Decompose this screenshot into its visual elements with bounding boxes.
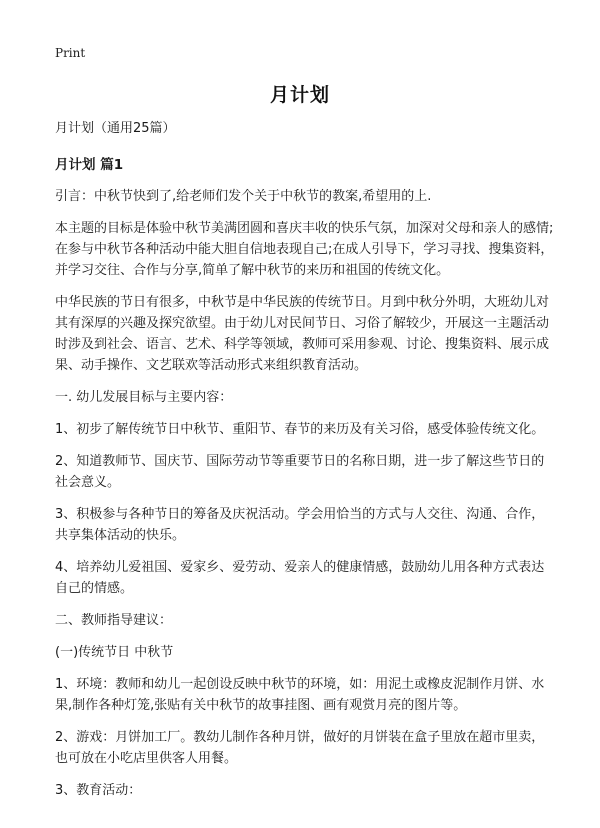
section-title: 月计划 篇1: [55, 157, 124, 173]
paragraph-goal: 本主题的目标是体验中秋节美满团圆和喜庆丰收的快乐气氛，加深对父母和亲人的感情;在参与中秋节各种活动中能大胆自信地表现自己;在成人引导下，学习寻找、搜集资料，并学习交往、合作与分享,简单了解中秋节的来历和祖国的传统文化。: [55, 221, 554, 278]
print-link[interactable]: Print: [55, 46, 86, 60]
goal-item-3: 3、积极参与各种节日的筹备及庆祝活动。学会用恰当的方式与人交往、沟通、合作，共享集体活动的快乐。: [55, 507, 545, 543]
paragraph-intro: 引言：中秋节快到了,给老师们发个关于中秋节的教案,希望用的上.: [55, 189, 432, 204]
heading-teacher-guidance: 二、教师指导建议：: [55, 613, 173, 628]
heading-development-goals: 一. 幼儿发展目标与主要内容：: [55, 390, 233, 405]
goal-item-4: 4、培养幼儿爱祖国、爱家乡、爱劳动、爱亲人的健康情感，鼓励幼儿用各种方式表达自己的情感。: [55, 560, 545, 596]
page-title: 月计划: [269, 84, 330, 106]
goal-item-2: 2、知道教师节、国庆节、国际劳动节等重要节日的名称日期，进一步了解这些节日的社会意义。: [55, 454, 545, 490]
document-subtitle: 月计划（通用25篇）: [55, 121, 176, 136]
goal-item-1: 1、初步了解传统节日中秋节、重阳节、春节的来历及有关习俗，感受体验传统文化。: [55, 422, 545, 437]
guidance-item-environment: 1、环境：教师和幼儿一起创设反映中秋节的环境，如：用泥土或橡皮泥制作月饼、水果,制作各种灯笼,张贴有关中秋节的故事挂图、画有观赏月亮的图片等。: [55, 677, 545, 713]
paragraph-background: 中华民族的节日有很多，中秋节是中华民族的传统节日。月到中秋分外明，大班幼儿对其有深厚的兴趣及探究欲望。由于幼儿对民间节日、习俗了解较少，开展这一主题活动时涉及到社会、语言、艺术、科学等领域，教师可采用参观、讨论、搜集资料、展示成果、动手操作、文艺联欢等活动形式来组织教育活动。: [55, 295, 550, 373]
heading-mid-autumn: (一)传统节日 中秋节: [55, 645, 174, 660]
guidance-item-game: 2、游戏：月饼加工厂。教幼儿制作各种月饼，做好的月饼装在盒子里放在超市里卖，也可放在小吃店里供客人用餐。: [55, 730, 545, 766]
guidance-item-education: 3、教育活动：: [55, 783, 142, 798]
document-body: [55, 118, 555, 812]
